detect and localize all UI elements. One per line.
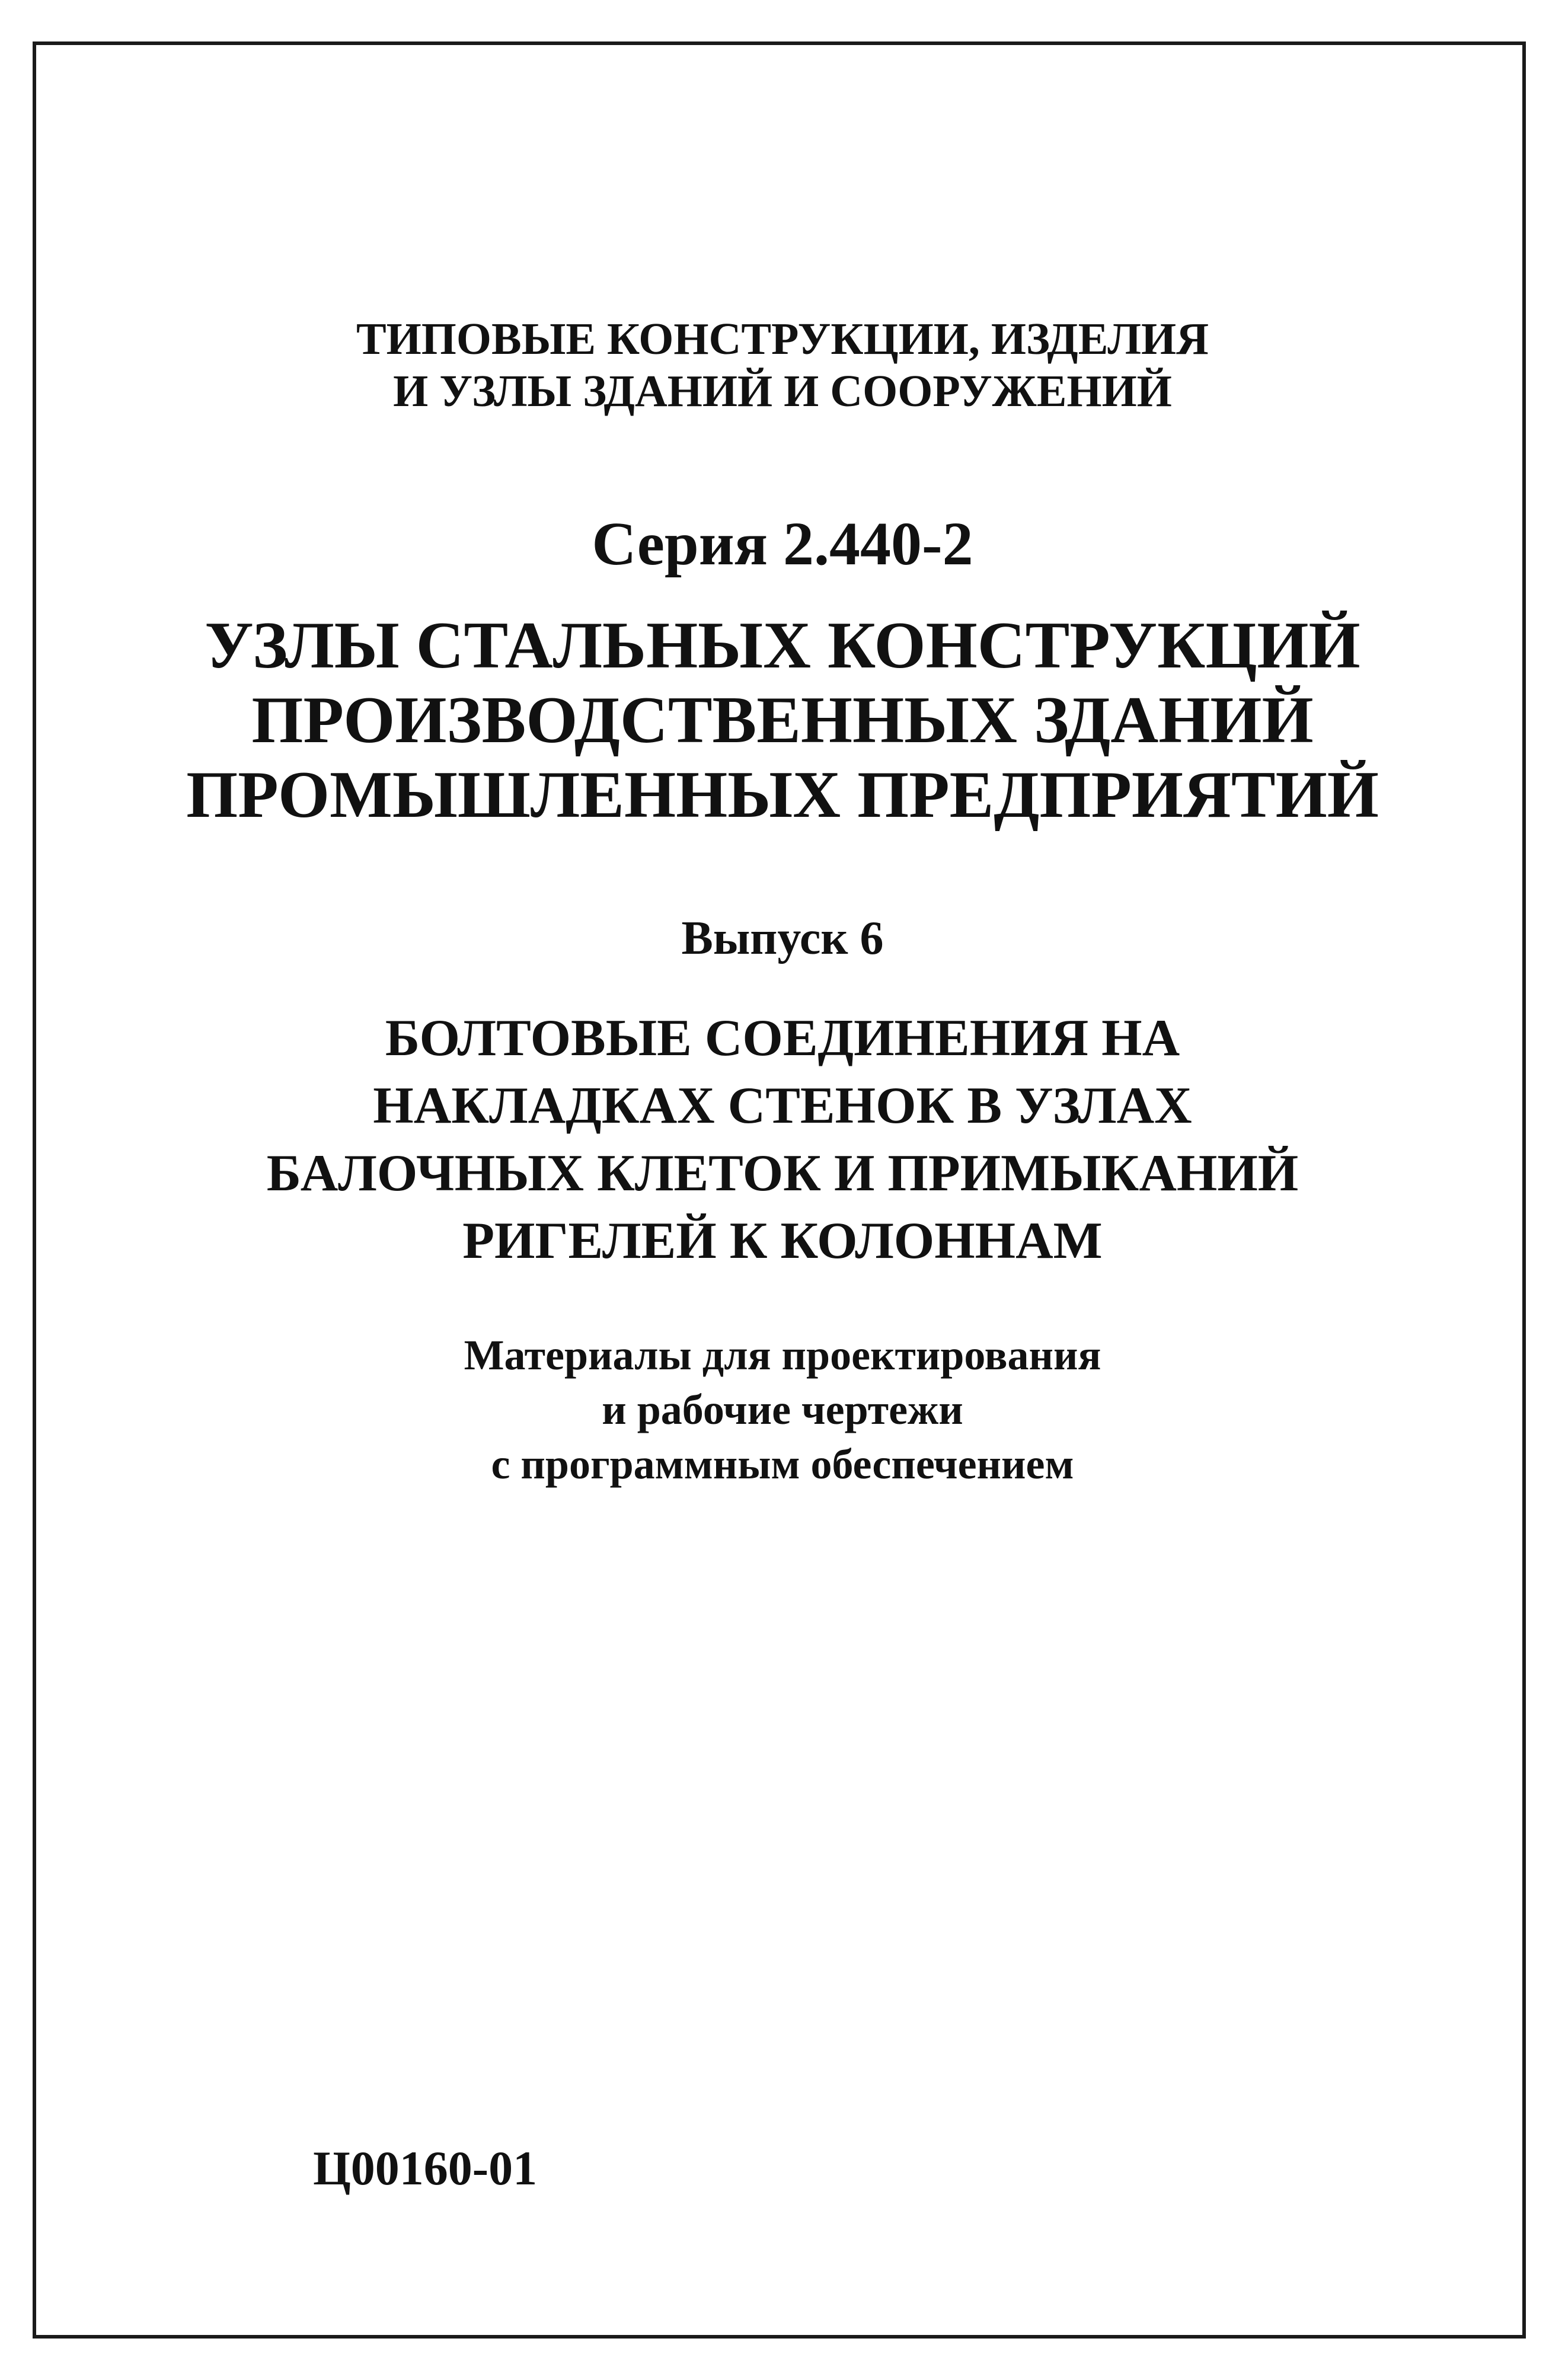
materials-description xyxy=(0,1328,1565,1491)
main-title-line: ПРОМЫШЛЕННЫХ ПРЕДПРИЯТИЙ xyxy=(186,758,1379,832)
issue-title-line: НАКЛАДКАХ СТЕНОК В УЗЛАХ xyxy=(373,1077,1192,1135)
document-code: Ц00160-01 xyxy=(313,2141,538,2195)
issue-title xyxy=(0,1005,1565,1275)
series-number: Серия 2.440-2 xyxy=(592,510,973,578)
materials-line: с программным обеспечением xyxy=(491,1440,1074,1488)
issue-title-line: РИГЕЛЕЙ К КОЛОННАМ xyxy=(462,1212,1103,1270)
header-line: И УЗЛЫ ЗДАНИЙ И СООРУЖЕНИЙ xyxy=(393,366,1172,416)
materials-line: Материалы для проектирования xyxy=(464,1331,1101,1379)
issue-title-line: БАЛОЧНЫХ КЛЕТОК И ПРИМЫКАНИЙ xyxy=(266,1145,1299,1202)
issue-title-line: БОЛТОВЫЕ СОЕДИНЕНИЯ НА xyxy=(385,1009,1180,1067)
main-title xyxy=(0,608,1565,832)
header-line: ТИПОВЫЕ КОНСТРУКЦИИ, ИЗДЕЛИЯ xyxy=(356,314,1209,364)
main-title-line: УЗЛЫ СТАЛЬНЫХ КОНСТРУКЦИЙ xyxy=(205,609,1360,682)
main-title-line: ПРОИЗВОДСТВЕННЫХ ЗДАНИЙ xyxy=(251,683,1314,757)
issue-number: Выпуск 6 xyxy=(681,912,884,964)
document-header xyxy=(0,313,1565,417)
materials-line: и рабочие чертежи xyxy=(602,1386,963,1433)
